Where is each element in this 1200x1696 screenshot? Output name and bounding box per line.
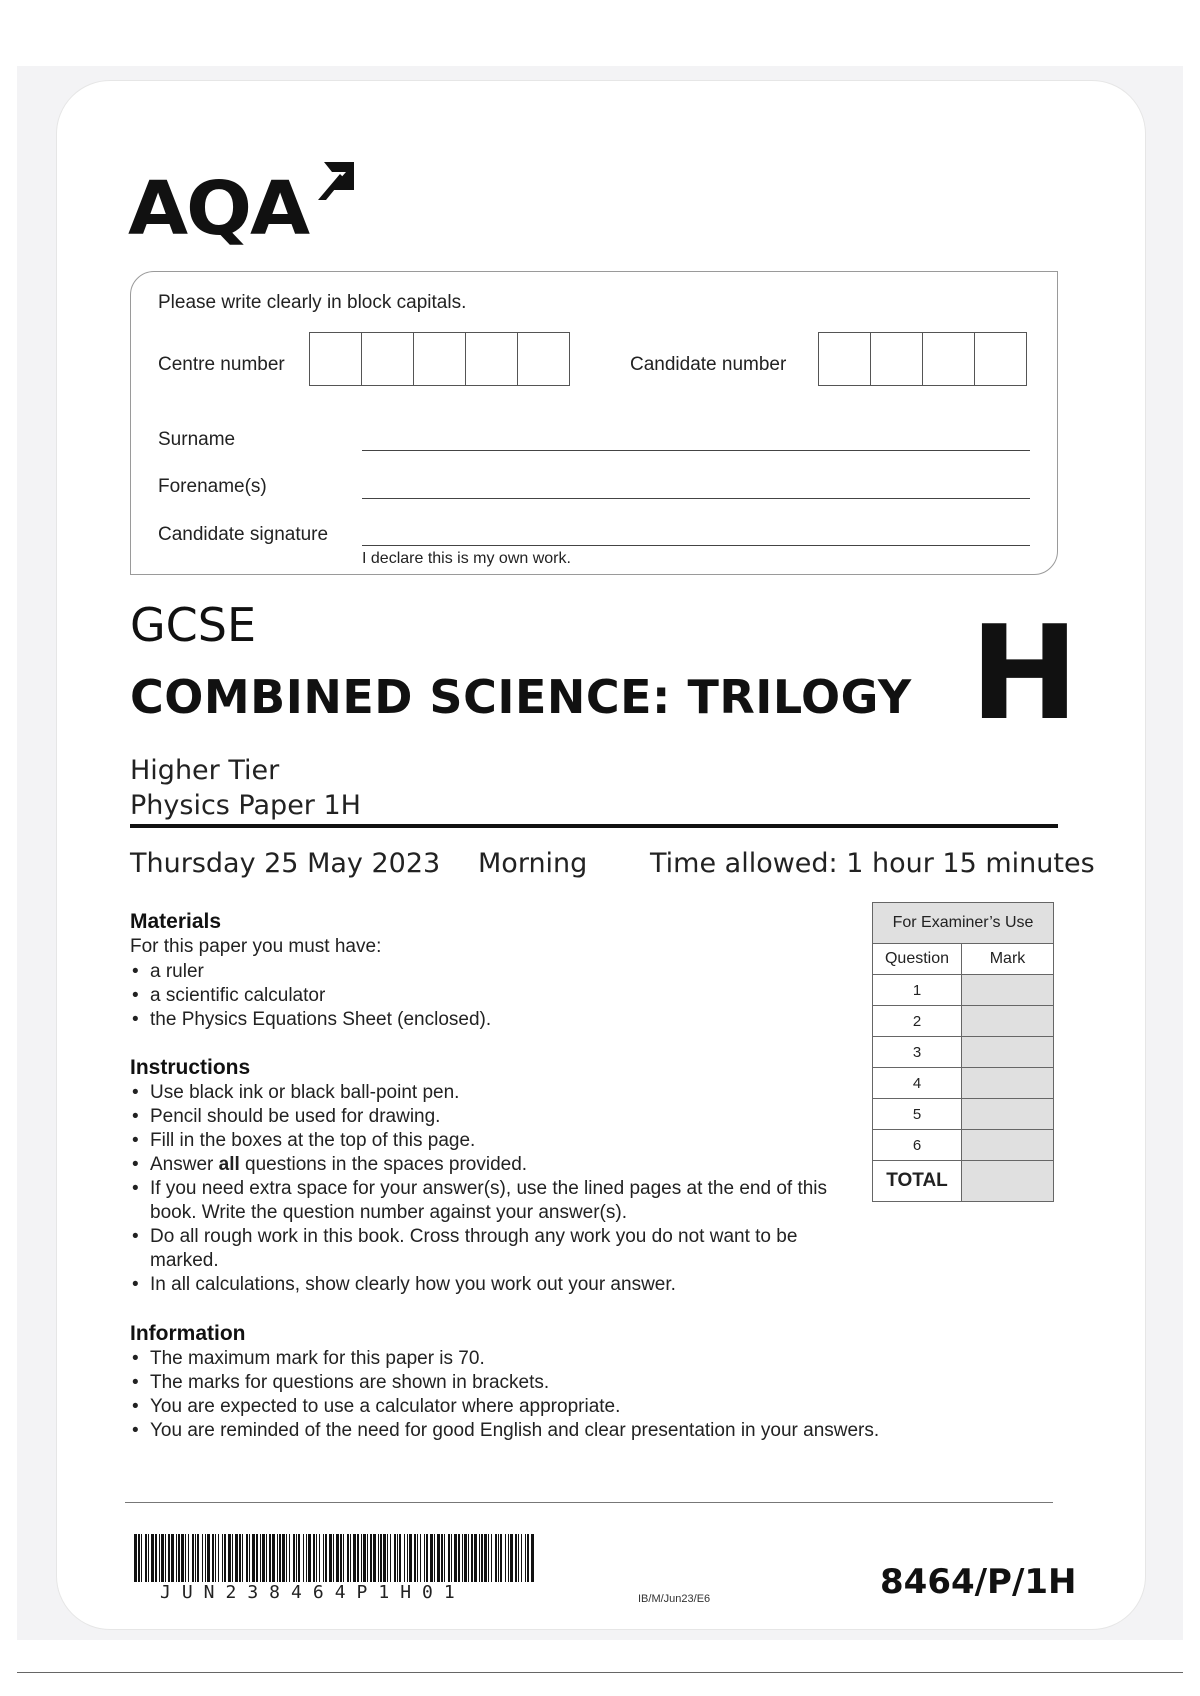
mark-cell: [962, 1130, 1054, 1161]
tier-name: Higher Tier: [130, 755, 280, 786]
instructions-heading: Instructions: [130, 1056, 251, 1079]
qualification-level: GCSE: [130, 598, 257, 652]
materials-list: [130, 960, 491, 1032]
candidate-digit-box[interactable]: [922, 332, 975, 386]
candidate-number-boxes[interactable]: [819, 332, 1027, 386]
table-row: [873, 975, 1054, 1006]
mark-cell: [962, 975, 1054, 1006]
information-heading: Information: [130, 1322, 246, 1345]
centre-digit-box[interactable]: [465, 332, 518, 386]
question-column-header: Question: [873, 944, 962, 975]
barcode-text: JUN238464P1H01: [160, 1582, 466, 1603]
list-item: • Do all rough work in this book. Cross through any work you do not want to be marked.: [130, 1225, 860, 1273]
barcode-graphic: [134, 1534, 536, 1582]
logo-flag-icon: [316, 160, 356, 202]
block-capitals-instruction: Please write clearly in block capitals.: [158, 292, 467, 313]
table-row: [873, 1006, 1054, 1037]
list-item: • In all calculations, show clearly how you work out your answer.: [130, 1273, 860, 1297]
reference-code: IB/M/Jun23/E6: [638, 1593, 711, 1605]
table-row: [873, 1037, 1054, 1068]
list-item: • Pencil should be used for drawing.: [130, 1105, 860, 1129]
declaration-text: I declare this is my own work.: [362, 550, 571, 567]
signature-line[interactable]: [362, 545, 1030, 546]
question-number: 3: [873, 1037, 962, 1068]
total-row: [873, 1161, 1054, 1202]
centre-digit-box[interactable]: [413, 332, 466, 386]
logo-text: AQA: [128, 166, 309, 252]
list-item: • The maximum mark for this paper is 70.: [130, 1347, 1030, 1371]
candidate-digit-box[interactable]: [818, 332, 871, 386]
list-item: • You are expected to use a calculator where appropriate.: [130, 1395, 1030, 1419]
list-item: • If you need extra space for your answer(s), use the lined pages at the end of this book. Write the question number against your answer(s).: [130, 1177, 860, 1225]
centre-digit-box[interactable]: [517, 332, 570, 386]
question-number: 6: [873, 1130, 962, 1161]
surname-line[interactable]: [362, 450, 1030, 451]
examiner-use-table: [872, 902, 1054, 1202]
candidate-digit-box[interactable]: [974, 332, 1027, 386]
candidate-number-label: Candidate number: [630, 354, 787, 375]
materials-intro: For this paper you must have:: [130, 936, 382, 957]
centre-number-boxes[interactable]: [310, 332, 570, 386]
forename-line[interactable]: [362, 498, 1030, 499]
surname-label: Surname: [158, 429, 236, 450]
list-item: • a ruler: [130, 960, 491, 984]
information-list: [130, 1347, 1030, 1443]
list-item: • You are reminded of the need for good English and clear presentation in your answers.: [130, 1419, 1030, 1443]
exam-date: Thursday 25 May 2023: [130, 848, 441, 879]
heading-rule: [130, 824, 1058, 828]
total-mark-cell: [962, 1161, 1054, 1202]
list-item: • the Physics Equations Sheet (enclosed).: [130, 1008, 491, 1032]
centre-digit-box[interactable]: [309, 332, 362, 386]
table-row: [873, 1130, 1054, 1161]
page-bottom-rule: [17, 1672, 1183, 1673]
paper-code: 8464/P/1H: [880, 1562, 1077, 1602]
question-number: 4: [873, 1068, 962, 1099]
list-item: • The marks for questions are shown in brackets.: [130, 1371, 1030, 1395]
mark-cell: [962, 1068, 1054, 1099]
mark-cell: [962, 1037, 1054, 1068]
centre-number-label: Centre number: [158, 354, 285, 375]
signature-label: Candidate signature: [158, 524, 329, 545]
table-row: [873, 1068, 1054, 1099]
list-item: • Fill in the boxes at the top of this page.: [130, 1129, 860, 1153]
examiner-table-title: For Examiner’s Use: [873, 903, 1054, 944]
question-number: 5: [873, 1099, 962, 1130]
exam-session: Morning: [478, 848, 588, 879]
materials-heading: Materials: [130, 910, 222, 933]
mark-column-header: Mark: [962, 944, 1054, 975]
forename-label: Forename(s): [158, 476, 267, 497]
mark-cell: [962, 1099, 1054, 1130]
centre-digit-box[interactable]: [361, 332, 414, 386]
mark-cell: [962, 1006, 1054, 1037]
list-item: • Answer all questions in the spaces provided.: [130, 1153, 860, 1177]
time-allowed: Time allowed: 1 hour 15 minutes: [650, 848, 1095, 879]
total-label: TOTAL: [873, 1161, 962, 1202]
subject-title: COMBINED SCIENCE: TRILOGY: [130, 670, 912, 724]
footer-rule: [125, 1502, 1053, 1503]
tier-letter: H: [970, 597, 1079, 749]
table-row: [873, 1099, 1054, 1130]
paper-name: Physics Paper 1H: [130, 790, 361, 821]
list-item: • Use black ink or black ball-point pen.: [130, 1081, 860, 1105]
question-number: 1: [873, 975, 962, 1006]
instructions-list: [130, 1081, 860, 1297]
list-item: • a scientific calculator: [130, 984, 491, 1008]
question-number: 2: [873, 1006, 962, 1037]
candidate-digit-box[interactable]: [870, 332, 923, 386]
